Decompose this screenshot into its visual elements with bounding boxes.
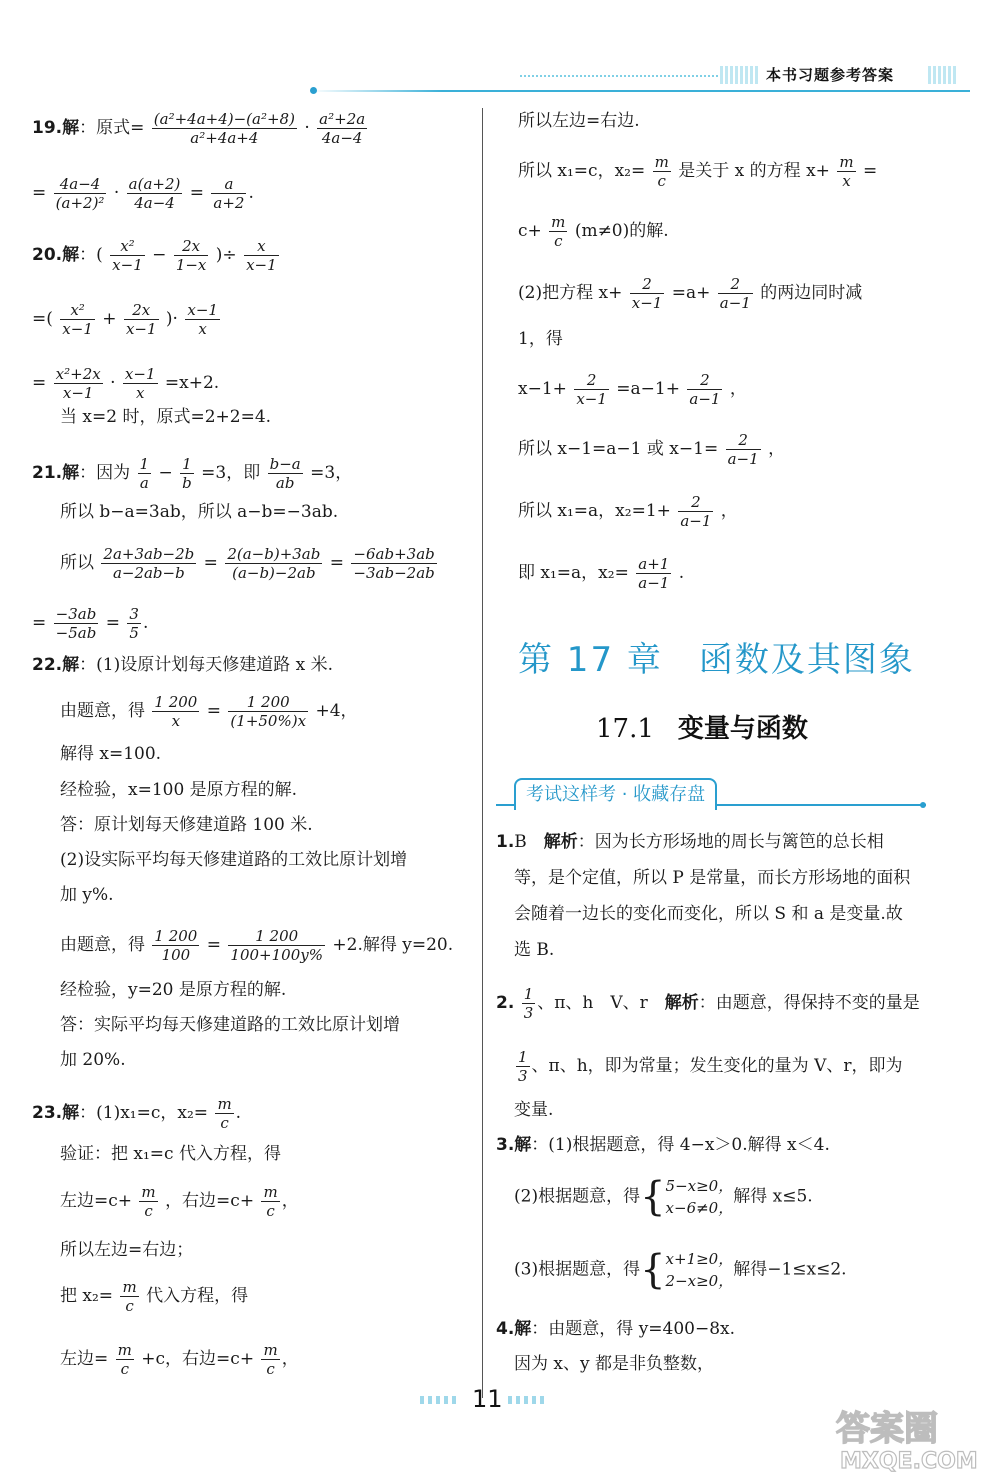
- answer-3-line-3: [514, 1248, 847, 1292]
- answer-1-line-2: 等，是个定值，所以 P 是常量，而长方形场地的面积: [514, 868, 911, 888]
- section-title: [596, 708, 808, 745]
- numerator: 1: [139, 455, 150, 473]
- denominator: a−1: [719, 294, 751, 312]
- text: 的两边同时减: [760, 283, 863, 303]
- text: =: [32, 183, 47, 203]
- fraction: [152, 110, 297, 147]
- answer-4-line-2: 因为 x、y 都是非负整数，: [514, 1354, 714, 1374]
- problem-19-line-1: [32, 110, 369, 147]
- text: −: [158, 463, 173, 483]
- text: ，: [729, 379, 747, 399]
- text: B: [514, 832, 544, 852]
- header-title: 本书习题参考答案: [766, 66, 895, 84]
- right-line-5: 1，得: [518, 329, 563, 349]
- system-row: 5−x≥0，: [665, 1177, 734, 1195]
- header-dotted-line: [520, 75, 730, 78]
- numerator: 2: [718, 275, 753, 294]
- answer-3-line-2: [514, 1175, 813, 1219]
- text: =: [329, 553, 345, 573]
- fraction: [127, 175, 183, 212]
- fraction: [215, 1095, 233, 1132]
- answer-3-label: 3.解: [496, 1135, 532, 1155]
- denominator: 4a−4: [321, 129, 363, 147]
- denominator: x−1: [62, 320, 93, 338]
- problem-23-line-6: 左边= $\frac{m}{c}$ +c，右边=c+ $\frac{m}{c}$ ，: [60, 1341, 299, 1378]
- problem-21-line-2: 所以 b−a=3ab，所以 a−b=−3ab.: [60, 502, 339, 522]
- text: 、π、h，即为常量；发生变化的量为 V、r，即为: [531, 1056, 903, 1076]
- problem-22-line-7: 加 y%.: [60, 885, 114, 905]
- denominator: 4a−4: [134, 194, 175, 212]
- problem-22-line-1: [32, 653, 333, 677]
- fraction: [110, 237, 145, 274]
- text: +2.解得 y=20.: [332, 935, 454, 955]
- answer-1-line-4: 选 B.: [514, 940, 555, 960]
- problem-23-label: 23.解: [32, 1103, 80, 1123]
- fraction: [225, 545, 322, 582]
- denominator: b: [182, 474, 192, 492]
- numerator: 2x: [124, 301, 159, 320]
- numerator: −3ab: [55, 605, 97, 623]
- right-line-6: [518, 371, 747, 408]
- fraction: [60, 301, 95, 338]
- fraction: [127, 605, 141, 642]
- denominator: a+2: [213, 194, 245, 212]
- denominator: a: [139, 474, 149, 492]
- problem-22-line-10: 答：实际平均每天修建道路的工效比原计划增: [60, 1015, 400, 1035]
- problem-20-line-4: 当 x=2 时，原式=2+2=4.: [60, 407, 272, 427]
- numerator: 1: [518, 1048, 528, 1066]
- fraction: [54, 605, 99, 642]
- numerator: (a²+4a+4)−(a²+8): [153, 110, 295, 128]
- text: =x+2.: [164, 373, 220, 393]
- text: )·: [165, 309, 178, 329]
- fraction: [180, 455, 194, 492]
- page-number-decoration-left: [420, 1396, 460, 1404]
- numerator: 1: [180, 455, 194, 474]
- equation-system: [666, 1248, 734, 1292]
- equation-system: [666, 1175, 734, 1219]
- text: 解得−1≤x≤2.: [733, 1259, 847, 1280]
- answer-4-line-1: [496, 1317, 735, 1341]
- numerator: a(a+2): [128, 175, 181, 193]
- text: (m≠0)的解.: [574, 221, 669, 241]
- numerator: 4a−4: [54, 175, 107, 194]
- numerator: 2: [687, 371, 722, 390]
- rule-dot: [310, 87, 317, 94]
- brace-icon: {: [640, 1247, 666, 1293]
- problem-22-line-2: [60, 693, 358, 730]
- denominator: 100+100y%: [230, 946, 323, 964]
- denominator: 3: [518, 1067, 528, 1085]
- brace-icon: {: [640, 1174, 666, 1220]
- problem-23-line-4: 所以左边=右边；: [60, 1240, 194, 1260]
- text: ·: [304, 118, 310, 138]
- denominator: 100: [161, 946, 191, 964]
- denominator: (a−b)−2ab: [232, 564, 316, 582]
- denominator: c: [125, 1297, 134, 1315]
- numerator: 3: [129, 605, 139, 623]
- right-line-2: [518, 153, 877, 190]
- problem-23-line-1: 23.解：(1)x₁=c，x₂= $\frac{m}{c}$ .: [32, 1095, 242, 1132]
- text: 是关于 x 的方程 x+: [678, 161, 830, 181]
- numerator: x²: [60, 301, 95, 320]
- problem-22-label: 22.解: [32, 655, 80, 675]
- numerator: m: [263, 1183, 278, 1201]
- fraction: [123, 365, 158, 402]
- text: ·: [113, 183, 120, 203]
- text: (3)根据题意，得: [514, 1259, 641, 1280]
- fraction: [185, 301, 220, 338]
- watermark-text-1: 答案圈: [836, 1409, 938, 1449]
- text: =: [862, 161, 878, 181]
- text: (2)根据题意，得: [514, 1186, 641, 1207]
- fraction: [630, 275, 665, 312]
- problem-22-line-11: 加 20%.: [60, 1050, 126, 1070]
- numerator: m: [117, 1341, 132, 1359]
- text: 、π、h V、r: [537, 993, 665, 1013]
- numerator: m: [263, 1341, 278, 1359]
- right-line-1: 所以左边=右边.: [518, 111, 640, 131]
- watermark-logo: [830, 1400, 990, 1474]
- answer-2-label: 2.: [496, 993, 515, 1013]
- text: 代入方程，得: [146, 1286, 249, 1306]
- fraction: [653, 153, 671, 190]
- fraction: [124, 301, 159, 338]
- problem-20-label: 20.解: [32, 245, 80, 265]
- fraction: [54, 175, 107, 212]
- answer-1-line-3: 会随着一边长的变化而变化，所以 S 和 a 是变量.故: [514, 904, 903, 924]
- watermark-text-2: MXQE.COM: [840, 1449, 978, 1474]
- fraction: [139, 1183, 157, 1220]
- text: =a−1+: [616, 379, 680, 399]
- problem-23-line-3: 左边=c+ $\frac{m}{c}$ ，右边=c+ $\frac{m}{c}$ ，: [60, 1183, 299, 1220]
- fraction: [152, 693, 199, 730]
- numerator: m: [217, 1095, 232, 1113]
- fraction: [116, 1341, 134, 1378]
- right-line-8: [518, 493, 738, 530]
- text: (2)把方程 x+: [518, 283, 623, 303]
- problem-20-line-1: [32, 237, 281, 274]
- fraction: [261, 1183, 279, 1220]
- denominator: 1−x: [175, 256, 207, 274]
- problem-20-line-3: [32, 365, 219, 402]
- fraction: [138, 455, 152, 492]
- problem-21-line-1: [32, 455, 352, 492]
- problem-22-line-5: 答：原计划每天修建道路 100 米.: [60, 815, 313, 835]
- fraction: [152, 927, 199, 964]
- text: =a+: [671, 283, 711, 303]
- text: =: [32, 613, 47, 633]
- text: 所以 x−1=a−1 或 x−1=: [518, 439, 719, 459]
- fraction: [522, 985, 536, 1022]
- denominator: x: [842, 172, 851, 190]
- text: 左边=c+: [60, 1191, 133, 1211]
- text: 由题意，得: [60, 935, 145, 955]
- numerator: 1 200: [154, 693, 198, 711]
- denominator: ab: [275, 474, 295, 492]
- numerator: 2(a−b)+3ab: [227, 545, 321, 563]
- denominator: a−2ab−b: [112, 564, 185, 582]
- fraction: [574, 371, 609, 408]
- text: =: [203, 553, 218, 573]
- column-divider: [482, 108, 483, 1398]
- numerator: m: [839, 153, 854, 171]
- text: =3，即: [201, 463, 261, 483]
- denominator: c: [657, 172, 666, 190]
- numerator: 2: [726, 431, 761, 450]
- numerator: a²+2a: [319, 110, 366, 128]
- text: )÷: [215, 245, 237, 265]
- fraction: [726, 431, 761, 468]
- answer-1-line-1: [496, 830, 884, 854]
- problem-22-line-8: [60, 927, 453, 964]
- denominator: (a+2)²: [55, 194, 105, 212]
- denominator: x−1: [576, 390, 607, 408]
- denominator: c: [220, 1114, 229, 1132]
- fraction: [228, 927, 325, 964]
- text: c+: [518, 221, 542, 241]
- numerator: m: [654, 153, 669, 171]
- denominator: c: [120, 1360, 129, 1378]
- text: 所以: [60, 553, 94, 573]
- exam-tab-label: 考试这样考 · 收藏存盘: [514, 778, 717, 810]
- numerator: 2x: [174, 237, 209, 256]
- text: ·: [110, 373, 116, 393]
- text: ，: [768, 439, 786, 459]
- text: +c，右边=c+: [141, 1349, 255, 1369]
- text: .: [678, 563, 685, 583]
- text: −: [152, 245, 167, 265]
- numerator: 2: [574, 371, 609, 390]
- text: ，: [720, 501, 738, 521]
- problem-22-line-4: 经检验，x=100 是原方程的解.: [60, 780, 298, 800]
- denominator: x−1: [246, 256, 277, 274]
- fraction: [211, 175, 246, 212]
- problem-19-label: 19.解: [32, 118, 80, 138]
- denominator: x−1: [62, 384, 94, 402]
- text: 把 x₂=: [60, 1286, 114, 1306]
- problem-21-line-4: = $\frac{-3ab}{-5ab}$ = $\frac{3}{5}$ .: [32, 605, 149, 642]
- text: ：原式=: [79, 118, 145, 138]
- tab-underline-dot: [920, 802, 926, 808]
- problem-22-line-3: 解得 x=100.: [60, 744, 162, 764]
- numerator: x−1: [124, 365, 156, 383]
- denominator: c: [554, 232, 563, 250]
- text: ：(1)根据题意，得 4−x＞0.解得 x＜4.: [531, 1135, 830, 1155]
- text: ：因为: [79, 463, 131, 483]
- text: =: [189, 183, 205, 203]
- fraction: [174, 237, 209, 274]
- numerator: 1 200: [228, 693, 308, 712]
- text: ，右边=c+: [165, 1191, 255, 1211]
- problem-23-line-5: [60, 1278, 248, 1315]
- answer-2-line-2: [514, 1048, 902, 1085]
- text: =3，: [310, 463, 353, 483]
- right-line-7: [518, 431, 785, 468]
- denominator: (1+50%)x: [230, 712, 307, 730]
- text: =: [206, 701, 222, 721]
- problem-21-label: 21.解: [32, 463, 80, 483]
- fraction: [678, 493, 713, 530]
- denominator: −5ab: [55, 624, 97, 642]
- numerator: x²+2x: [55, 365, 101, 383]
- text: +4，: [315, 701, 358, 721]
- problem-23-line-2: 验证：把 x₁=c 代入方程，得: [60, 1144, 281, 1164]
- numerator: m: [551, 213, 566, 231]
- text: x−1+: [518, 379, 567, 399]
- right-line-4: [518, 275, 862, 312]
- fraction: [244, 237, 279, 274]
- text: ：由题意，得 y=400−8x.: [531, 1319, 736, 1339]
- numerator: a+1: [638, 555, 670, 573]
- system-row: x+1≥0，: [665, 1250, 734, 1268]
- denominator: a−1: [638, 574, 670, 592]
- numerator: 1: [523, 985, 534, 1003]
- page-number: 11: [472, 1385, 503, 1413]
- text: ：因为长方形场地的周长与篱笆的总长相: [577, 832, 884, 852]
- right-line-3: [518, 213, 669, 250]
- text: 所以 x₁=c，x₂=: [518, 161, 646, 181]
- fraction: [317, 110, 367, 147]
- denominator: c: [266, 1202, 275, 1220]
- denominator: x−1: [112, 256, 143, 274]
- numerator: 1 200: [154, 927, 198, 945]
- problem-19-line-2: = $\frac{4a-4}{\text{(a+2)²}}$ · $\frac{a(a+2)}{4a-4}$ = $\frac{a}{a+2}$ .: [32, 175, 254, 212]
- fraction: [516, 1048, 530, 1085]
- fraction: [228, 693, 308, 730]
- text: ：(: [79, 245, 103, 265]
- text: 左边=: [60, 1349, 109, 1369]
- answer-1-label: 1.: [496, 832, 515, 852]
- text: 解得 x≤5.: [733, 1186, 813, 1207]
- text: =: [105, 613, 120, 633]
- fraction: [268, 455, 303, 492]
- denominator: a−1: [689, 390, 721, 408]
- numerator: −6ab+3ab: [353, 545, 435, 563]
- denominator: a−1: [680, 512, 712, 530]
- answer-4-label: 4.解: [496, 1319, 532, 1339]
- answer-2-line-3: 变量.: [514, 1100, 554, 1120]
- text: ：由题意，得保持不变的量是: [698, 993, 920, 1013]
- denominator: a²+4a+4: [190, 129, 259, 147]
- numerator: 2: [630, 275, 665, 294]
- numerator: m: [141, 1183, 156, 1201]
- problem-22-line-6: (2)设实际平均每天修建道路的工效比原计划增: [60, 850, 408, 870]
- header-decoration-right: [928, 66, 958, 84]
- analysis-label: 解析: [543, 832, 578, 852]
- system-row: x−6≠0，: [665, 1199, 734, 1217]
- denominator: 3: [523, 1004, 534, 1022]
- fraction: [351, 545, 436, 582]
- fraction: [718, 275, 753, 312]
- header-rule: [310, 90, 970, 92]
- fraction: [549, 213, 567, 250]
- denominator: c: [266, 1360, 275, 1378]
- section-name: 变量与函数: [677, 714, 808, 744]
- problem-22-line-9: 经检验，y=20 是原方程的解.: [60, 980, 287, 1000]
- text: =(: [32, 309, 53, 329]
- denominator: −3ab−2ab: [353, 564, 435, 582]
- denominator: x: [135, 384, 145, 402]
- text: +: [102, 309, 117, 329]
- fraction: [636, 555, 671, 592]
- denominator: x: [171, 712, 181, 730]
- fraction: [837, 153, 855, 190]
- fraction: [261, 1341, 279, 1378]
- numerator: 2a+3ab−2b: [103, 545, 195, 563]
- chapter-title: 第 17 章 函数及其图象: [518, 640, 915, 680]
- answer-2-line-1: [496, 985, 920, 1022]
- analysis-label: 解析: [664, 993, 699, 1013]
- problem-20-line-2: [32, 301, 222, 338]
- numerator: x²: [110, 237, 145, 256]
- numerator: a: [211, 175, 246, 194]
- section-number: 17.1: [596, 714, 654, 744]
- text: 即 x₁=a，x₂=: [518, 563, 629, 583]
- numerator: 1 200: [228, 927, 325, 946]
- header-decoration-left: [720, 66, 760, 84]
- answer-3-line-1: [496, 1133, 830, 1157]
- denominator: x−1: [125, 320, 157, 338]
- numerator: x−1: [187, 301, 218, 319]
- numerator: b−a: [269, 455, 301, 473]
- text: =: [32, 373, 47, 393]
- denominator: a−1: [727, 450, 759, 468]
- fraction: [101, 545, 196, 582]
- page-number-decoration-right: [508, 1396, 548, 1404]
- text: 所以 x₁=a，x₂=1+: [518, 501, 671, 521]
- text: ：(1)设原计划每天修建道路 x 米.: [79, 655, 334, 675]
- problem-21-line-3: [60, 545, 439, 582]
- text: =: [206, 935, 222, 955]
- right-line-9: [518, 555, 684, 592]
- denominator: 5: [129, 624, 139, 642]
- text: ：(1)x₁=c，x₂=: [79, 1103, 209, 1123]
- fraction: [54, 365, 103, 402]
- numerator: x: [244, 237, 279, 256]
- text: 由题意，得: [60, 701, 145, 721]
- numerator: m: [122, 1278, 137, 1296]
- fraction: [120, 1278, 138, 1315]
- page-header: [520, 62, 960, 90]
- denominator: x: [198, 320, 207, 338]
- denominator: c: [144, 1202, 153, 1220]
- denominator: x−1: [631, 294, 663, 312]
- system-row: 2−x≥0，: [665, 1272, 734, 1290]
- numerator: 2: [678, 493, 713, 512]
- fraction: [687, 371, 722, 408]
